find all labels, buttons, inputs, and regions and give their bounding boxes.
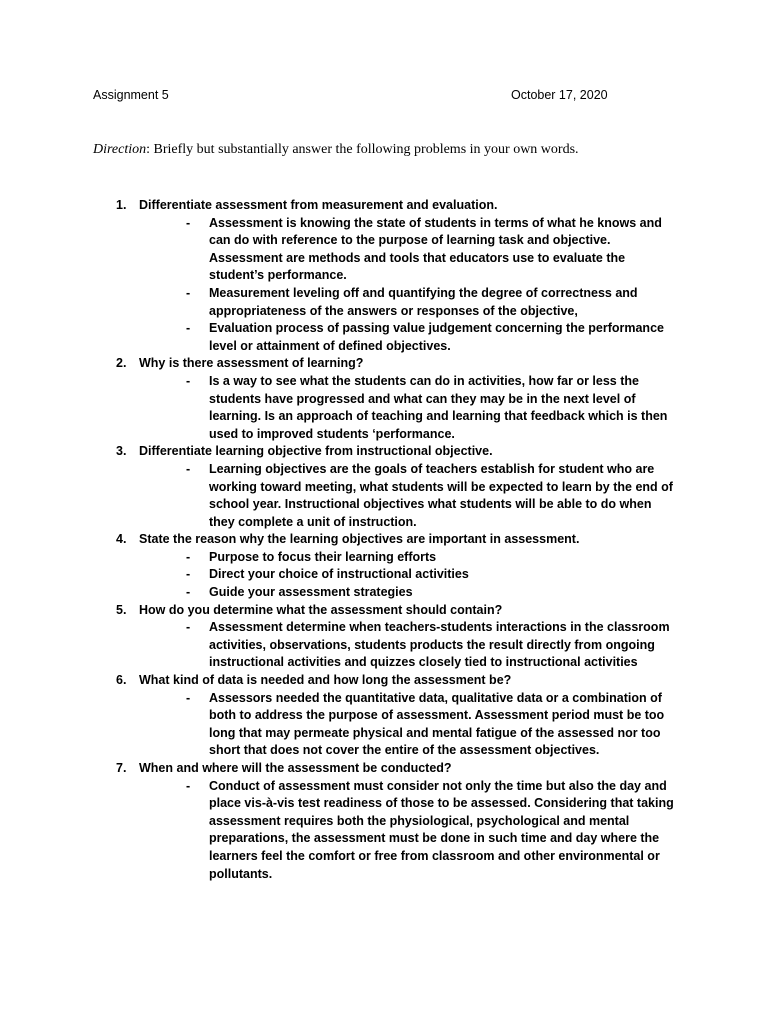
- answer-item: [0, 461, 679, 531]
- answer-item: [0, 690, 679, 760]
- answer-text: Assessors needed the quantitative data, qualitative data or a combination of both to address the purpose of assessment. Assessment period must be too long that may permeate physical and mental fatigue of the assessed nor too short that does not cover the entire of the assessment objectives.: [209, 690, 665, 758]
- answer-text: Measurement leveling off and quantifying the degree of correctness and appropriateness of the answers or responses of the objective,: [209, 285, 638, 318]
- answer-text: Evaluation process of passing value judgement concerning the performance level or attainment of defined objectives.: [209, 321, 664, 353]
- dash-bullet: -: [186, 461, 191, 476]
- direction-text: : Briefly but substantially answer the following problems in your own words.: [146, 142, 579, 157]
- answer-text: Conduct of assessment must consider not only the time but also the day and place vis-à-vis test readiness of those to be assessed. Considering that taking assessment requires both the physiological, psychological and mental preparations, the assessment must be done in such time and day where the learners feel the comfort or free from classroom and other environmental or pollutants.: [209, 778, 674, 881]
- answer-text: Assessment determine when teachers-students interactions in the classroom activities, observations, students products the result directly from ongoing instructional activities and quizzes closely tied to instructional activities: [209, 620, 670, 670]
- dash-bullet: -: [186, 285, 191, 300]
- question-item: [0, 531, 768, 601]
- assignment-title: Assignment 5: [93, 88, 169, 102]
- answer-item: [0, 584, 679, 602]
- question-item: [0, 355, 768, 443]
- question-text: Differentiate learning objective from instructional objective.: [139, 444, 493, 459]
- answer-item: [0, 215, 679, 285]
- answer-item: [0, 778, 679, 884]
- question-text: State the reason why the learning objectives are important in assessment.: [139, 532, 580, 547]
- dash-bullet: -: [186, 321, 191, 336]
- answer-item: [0, 566, 679, 584]
- answer-text: Is a way to see what the students can do in activities, how far or less the students have progressed and what can they may be in the next level of learning. Is an approach of teaching and learning that feedback which is then used to improved students ‘performance.: [209, 373, 668, 441]
- answer-text: Assessment is knowing the state of students in terms of what he knows and can do with reference to the purpose of learning task and objective. Assessment are methods and tools that educators use to evaluate the student’s performance.: [209, 215, 662, 283]
- question-heading: [0, 531, 699, 549]
- question-text: Why is there assessment of learning?: [139, 356, 364, 371]
- question-heading: [0, 760, 699, 778]
- question-number: 1.: [116, 198, 127, 212]
- answer-item: [0, 549, 679, 567]
- direction-line: [93, 142, 693, 158]
- question-text: Differentiate assessment from measurement and evaluation.: [139, 198, 498, 212]
- question-heading: [0, 443, 699, 461]
- question-number: 2.: [116, 356, 127, 371]
- question-heading: [0, 355, 699, 373]
- document-header: [93, 88, 613, 106]
- question-number: 4.: [116, 532, 127, 547]
- answer-text: Guide your assessment strategies: [209, 585, 413, 600]
- question-list: [0, 197, 768, 883]
- question-text: What kind of data is needed and how long the assessment be?: [139, 673, 512, 688]
- question-number: 7.: [116, 761, 127, 775]
- question-number: 3.: [116, 444, 127, 459]
- answer-text: Learning objectives are the goals of teachers establish for student who are working toward meeting, what students will be expected to learn by the end of school year. Instructional objectives what students will be able to do when they complete a unit of instruction.: [209, 461, 673, 529]
- question-number: 5.: [116, 602, 127, 617]
- answer-item: [0, 320, 679, 355]
- question-number: 6.: [116, 673, 127, 688]
- answer-item: [0, 619, 679, 672]
- question-item: [0, 197, 768, 355]
- answer-item: [0, 373, 679, 443]
- question-text: How do you determine what the assessment should contain?: [139, 602, 503, 617]
- question-text: When and where will the assessment be conducted?: [139, 761, 452, 775]
- question-item: [0, 760, 768, 883]
- question-item: [0, 672, 768, 760]
- question-heading: [0, 602, 699, 620]
- assignment-date: October 17, 2020: [511, 88, 608, 102]
- dash-bullet: -: [186, 215, 191, 230]
- answer-item: [0, 285, 679, 320]
- question-heading: [0, 197, 699, 215]
- dash-bullet: -: [186, 373, 191, 388]
- dash-bullet: -: [186, 620, 191, 635]
- dash-bullet: -: [186, 567, 191, 582]
- dash-bullet: -: [186, 585, 191, 600]
- answer-text: Purpose to focus their learning efforts: [209, 549, 437, 564]
- question-item: [0, 602, 768, 672]
- dash-bullet: -: [186, 778, 191, 793]
- question-heading: [0, 672, 699, 690]
- direction-label: Direction: [93, 142, 147, 157]
- dash-bullet: -: [186, 690, 191, 705]
- dash-bullet: -: [186, 549, 191, 564]
- answer-text: Direct your choice of instructional activities: [209, 567, 469, 582]
- question-item: [0, 443, 768, 531]
